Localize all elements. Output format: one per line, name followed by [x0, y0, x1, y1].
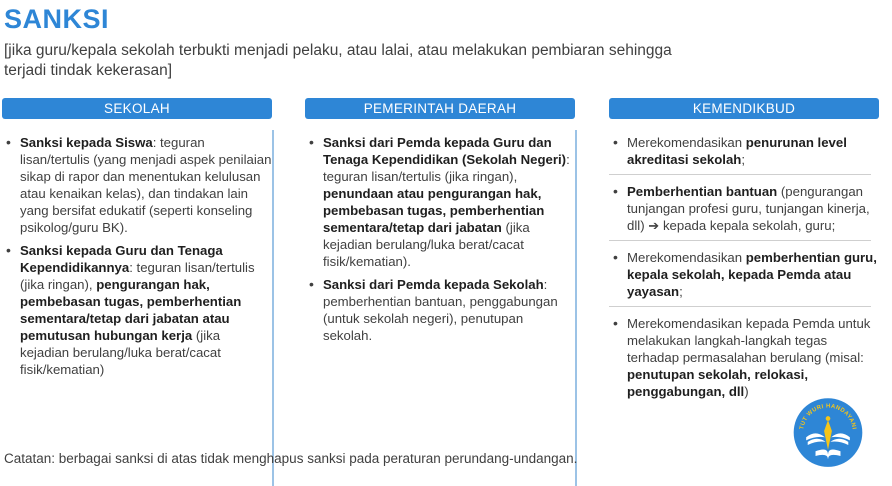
column-body-sekolah	[2, 130, 274, 486]
column-header-pemerintah-daerah: PEMERINTAH DAERAH	[305, 98, 575, 119]
list-item: • Sanksi dari Pemda kepada Sekolah: pemberhentian bantuan, penggabungan (untuk sekolah negeri), penutupan sekolah.	[305, 276, 575, 344]
svg-text:TUT WURI HANDAYANI: TUT WURI HANDAYANI	[799, 403, 857, 431]
column-body-pemerintah-daerah	[305, 130, 577, 486]
list-item: • Sanksi kepada Siswa: teguran lisan/tertulis (yang menjadi aspek penilaian sikap di rapor dan menentukan kelulusan atau kenaikan kelas), dan tindakan lain yang bersifat edukatif (seperti konseling psikolog/guru BK).	[2, 134, 272, 236]
list-item: • Pemberhentian bantuan (pengurangan tunjangan profesi guru, tunjangan kinerja, dll) ➔ kepada kepala sekolah, guru;	[609, 183, 879, 234]
item-divider	[609, 306, 871, 307]
item-divider	[609, 174, 871, 175]
column-header-sekolah: SEKOLAH	[2, 98, 272, 119]
column-pemerintah-daerah	[305, 98, 575, 343]
list-item: • Merekomendasikan pemberhentian guru, kepala sekolah, kepada Pemda atau yayasan;	[609, 249, 879, 300]
list-item: • Merekomendasikan kepada Pemda untuk melakukan langkah-langkah tegas terhadap permasalahan berulang (misal: penutupan sekolah, relokasi, penggabungan, dll)	[609, 315, 879, 400]
item-divider	[609, 240, 871, 241]
list-item: • Sanksi kepada Guru dan Tenaga Kependidikannya: teguran lisan/tertulis (jika ringan), pengurangan hak, pembebasan tugas, pemberhentian sementara/tetap dari jabatan atau pemutusan hubungan kerja (jika kejadian berulang/luka berat/cacat fisik/kematian)	[2, 242, 272, 378]
list-item: • Sanksi dari Pemda kepada Guru dan Tenaga Kependidikan (Sekolah Negeri): teguran lisan/tertulis (jika ringan), penundaan atau pengurangan hak, pembebasan tugas, pemberhentian sementara/tetap dari jabatan (jika kejadian berulang/luka berat/cacat fisik/kematian).	[305, 134, 575, 270]
page-subtitle: [jika guru/kepala sekolah terbukti menjadi pelaku, atau lalai, atau melakukan pembiaran sehingga terjadi tindak kekerasan]	[4, 42, 672, 79]
page-title: SANKSI	[4, 4, 110, 34]
column-sekolah	[2, 98, 272, 377]
tut-wuri-handayani-logo	[789, 392, 867, 470]
column-kemendikbud	[609, 98, 879, 399]
footnote: Catatan: berbagai sanksi di atas tidak menghapus sanksi pada peraturan perundang-undangan.	[4, 451, 578, 466]
list-item: • Merekomendasikan penurunan level akreditasi sekolah;	[609, 134, 879, 168]
column-header-kemendikbud: KEMENDIKBUD	[609, 98, 879, 119]
